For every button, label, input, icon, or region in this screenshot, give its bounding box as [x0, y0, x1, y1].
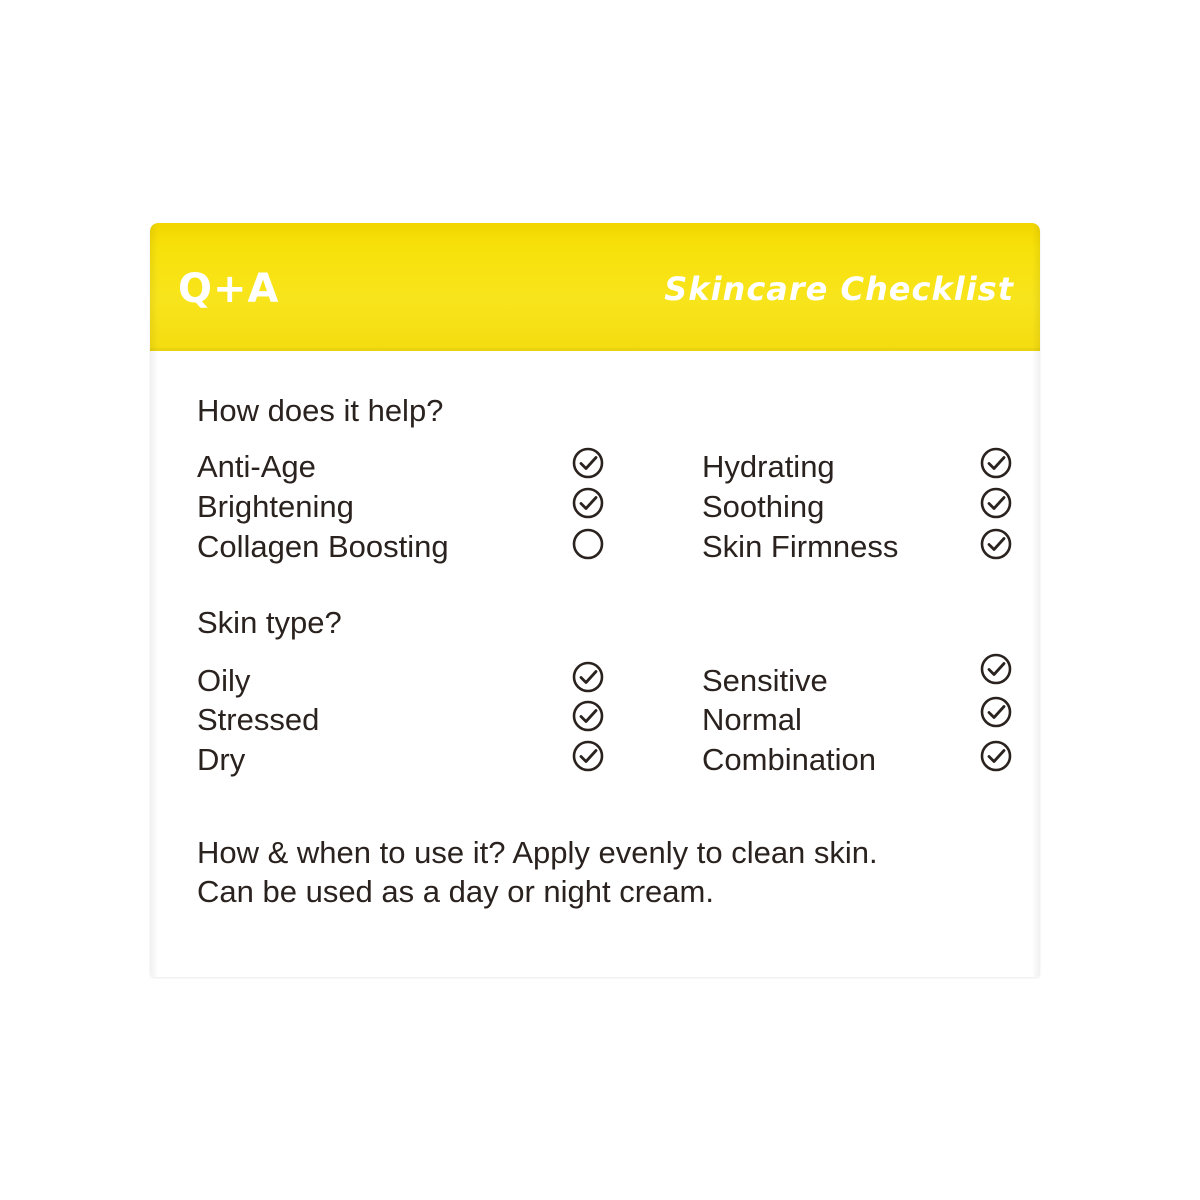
lid-title: Skincare Checklist — [664, 270, 1014, 308]
benefit-label: Hydrating — [702, 449, 835, 484]
benefit-label: Soothing — [702, 489, 825, 524]
benefit-label: Brightening — [197, 489, 354, 524]
brand-logo: Q+A — [178, 266, 280, 312]
benefit-label: Collagen Boosting — [197, 529, 449, 564]
box-edge-shadow — [150, 223, 158, 977]
yellow-lid — [150, 223, 1040, 351]
benefit-label: Skin Firmness — [702, 529, 899, 564]
empty-circle-icon — [572, 528, 604, 560]
skin-type-label: Oily — [197, 663, 251, 698]
skin-type-label: Combination — [702, 742, 877, 777]
usage-line-1: How & when to use it? Apply evenly to clean skin. — [197, 835, 878, 870]
circle-check-icon — [572, 740, 604, 772]
product-box — [150, 223, 1040, 977]
skin-type-heading: Skin type? — [197, 605, 342, 640]
circle-check-icon — [572, 447, 604, 479]
circle-check-icon — [572, 661, 604, 693]
circle-check-icon — [980, 528, 1012, 560]
benefit-label: Anti-Age — [197, 449, 316, 484]
circle-check-icon — [572, 700, 604, 732]
box-edge-shadow — [1032, 223, 1040, 977]
circle-check-icon — [572, 487, 604, 519]
circle-check-icon — [980, 653, 1012, 685]
circle-check-icon — [980, 696, 1012, 728]
circle-check-icon — [980, 447, 1012, 479]
benefits-heading: How does it help? — [197, 393, 444, 428]
checklist-label — [150, 351, 1040, 977]
skin-type-label: Dry — [197, 742, 246, 777]
skin-type-label: Sensitive — [702, 663, 828, 698]
usage-line-2: Can be used as a day or night cream. — [197, 874, 714, 909]
circle-check-icon — [980, 740, 1012, 772]
circle-check-icon — [980, 487, 1012, 519]
skin-type-label: Stressed — [197, 702, 320, 737]
skin-type-label: Normal — [702, 702, 802, 737]
